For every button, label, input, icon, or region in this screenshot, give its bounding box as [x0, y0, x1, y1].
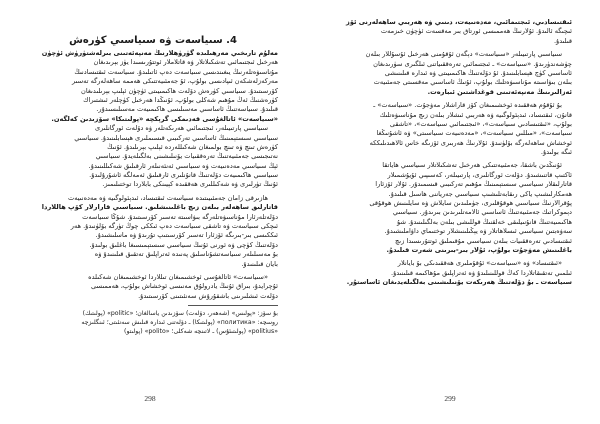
page-number-right: 299 — [444, 394, 456, 403]
text-line: ئۇنىڭدىن باشقا، جەمئىيەتتىكى ھەرخىل تەشكىلاتلار سىياسىي ھاياتقا — [382, 161, 562, 170]
text-line: «ئىقتىساد» ۋە «سىياسەت» ئۇقۇملىرى ھەققىدىكى بۇ بايانلار — [397, 259, 562, 268]
text-line: ئىككىسى بىر-بىرىگە ئۆزئارا تەسىر كۆرسىتىپ تۇرىدۇ ۋە ماسلىشىدۇ. — [95, 231, 278, 240]
text-line: ئاكتىپ قاتنىشىدۇ. دۆلەت ئورگانلىرى، پارتىيىلەر، كەسىپىي ئۇيۇشمىلار — [387, 170, 572, 179]
text-line: پۇقرالارنىڭ سىياسىي ھوقۇقلىرى، جۈملىدىن سايلاش ۋە سايلىنىش ھوقۇقى — [369, 199, 572, 208]
text-line: ھاكىمىيەتنىڭ قانۇنىيلىقى خەلقنىڭ قوللىشى بىلەن بەلگىلىنىدۇ. شۇ — [397, 217, 572, 226]
text-line: ئاساسىي كۈچ ھېسابلىنىدۇ. ئۇ دۆلەتنىڭ ھاكىمىيىتى ۋە ئىدارە قىلىنىشى — [384, 68, 572, 77]
text-line: كۈرەش تىنچ ۋە تىنچ بولمىغان شەكىللەردە ئېلىپ بېرىلىدۇ. ئۇنىڭ — [107, 142, 278, 151]
text-line: باغلىنىش مەۋجۇت بولۇپ، ئۇلار بىر-بىرىنى شەرت قىلىدۇ. — [386, 245, 572, 254]
text-line: نەتىجىسى جەمئىيەتنىڭ تەرەققىيات يۆنىلىشىنى بەلگىلەيدۇ. سىياسىي — [95, 152, 278, 161]
text-line: قىلىدۇ. سىياسەتنىڭ ئاساسىي مەسىلىسى ھاكىمىيەت مەسىلىسىدۇر. — [96, 105, 278, 114]
right-page — [300, 0, 600, 424]
text-line: قانۇن، ئىقتىساد، ئىدېئولوگىيە ۋە ھەربىي ئىشلار بىلەن زىچ مۇناسىۋەتلىك — [379, 110, 572, 119]
text-line: ئېڭ سىياسىي مەدەنىيەت ۋە سىياسىي ئەنئەنىلەر ئارقىلىق شەكىللىنىدۇ. — [88, 161, 278, 170]
text-line: ئەزالىرىنىڭ مەنپەئەتىنى قوغداشتىن ئىبارەت. — [427, 87, 572, 96]
text-line: كۆرسىتىدۇ. سىياسىي كۈرەش دۆلەت ھاكىمىيىتى ئۈچۈن ئېلىپ بېرىلىدىغان — [81, 86, 278, 95]
text-line: ئوخشاش ساھەلەرگە بۆلۈنىدۇ. ئۇلارنىڭ ھەربىرى ئۆزىگە خاس ئالاھىدىلىككە — [369, 138, 572, 147]
text-line: بولۇپ، «ئىقتىسادىي سىياسەت»، «ئىجتىمائىي سىياسەت»، «تاشقى — [389, 119, 572, 128]
footnote-line: «politius» (پولىتىئۇس) ـ لاتىنچە شەكلى؛ «polito» (پولىتو) — [124, 328, 278, 336]
text-line: مەركەزلەشكەن ئىپادىسى بولۇپ، ئۇ جەمئىيەتتىكى ھەممە ساھەلەرگە تەسىر — [71, 77, 278, 86]
text-line: ھازىرقى زامان جەمئىيىتىدە سىياسەت ئىقتىساد، ئىدېئولوگىيە ۋە مەدەنىيەت — [68, 193, 268, 202]
text-line: ھەمكارلىشىپ ياكى رىقابەتلىشىپ سىياسىي جەرياننى ھاسىل قىلىدۇ. — [388, 189, 572, 198]
left-text-column — [28, 34, 278, 336]
section-heading: 4. سىياسەت ۋە سىياسىي كۈرەش — [69, 35, 237, 46]
text-line: ئۇنىڭ تۈرلىرى ۋە شەكىللىرى ھەققىدە كېيىنكى بابلاردا توختىلىمىز. — [102, 180, 278, 189]
text-line: قاتارلىق ساھەلەر بىلەن زىچ باغلىنىشلىق. سىياسىي قارارلار كۆپ ھاللاردا — [41, 203, 278, 212]
text-line: قاتارلىقلار سىياسىي سىستېمىنىڭ مۇھىم تەركىبىي قىسمىدۇر. ئۇلار ئۆزئارا — [375, 180, 572, 189]
text-line: دۆلەت ئىشلىرىنى باشقۇرۇش سەنئىتىنى كۆرسىتىدۇ. — [138, 291, 278, 300]
text-line: ئىقتىسادىي، ئىجتىمائىي، مەدەنىيەت، دىنىي ۋە ھەربىي ساھەلەرنى ئۆز — [346, 18, 572, 26]
text-line: كۈرەشنىڭ ئەڭ مۇھىم شەكلى بولۇپ، ئۇنىڭدا ھەرخىل كۈچلەر ئىشتىراك — [83, 95, 278, 104]
page-number-left: 298 — [144, 394, 156, 403]
text-line: سىياسەت ـ بۇ دۆلەتنىڭ ھەرىكەت يۆنىلىشىنى بەلگىلەيدىغان ئاساستۇر. — [346, 278, 572, 287]
right-body — [322, 18, 572, 288]
right-text-column — [322, 18, 572, 288]
text-line: «سىياسەت» ئاتالغۇسى ئوخشىمىغان تىللاردا ئوخشىمىغان شەكىلدە — [88, 272, 268, 281]
text-line: سىياسەت»، «مىللىي سىياسەت»، «مەدەنىيەت سىياسىتى» ۋە ئاشۇنىڭغا — [376, 129, 572, 138]
text-line: سەۋەبتىن سىياسىي ئىسلاھاتلار ۋە يېڭىلىنىشلار توختىماي داۋاملىشىدۇ. — [384, 227, 572, 236]
text-line: ئىلمىي تەتقىقاتلاردا كەڭ قوللىنىلىدۇ ۋە ئەتراپلىق مۇھاكىمە قىلىنىدۇ. — [391, 268, 572, 277]
text-line: مەلۇم تارىخىي مەرھىلىدە گۈرۈھلارنىڭ مەنپەئەتىنى بىرلەشتۈرۈش ئۈچۈن — [41, 49, 278, 57]
text-line: چۈشەندۈرىدۇ. «سىياسەت» ـ ئىجتىمائىي تەرەققىياتنى ئىلگىرى سۈرىدىغان — [373, 59, 572, 68]
text-line: دۆلەتنىڭ كۈچى ۋە ئورنى ئۇنىڭ سىياسىي سىستېمىسىغا باغلىق بولىدۇ. — [89, 240, 278, 249]
text-line: بۇ ئۇقۇم ھەققىدە ئوخشىمىغان كۆز قاراشلار مەۋجۇت. «سىياسەت» ـ — [373, 101, 562, 110]
text-line: ئىقتىسادىي تەرەققىيات بىلەن سىياسىي مۇقىملىق ئوتتۇرىسىدا زىچ — [395, 236, 572, 245]
left-body — [28, 49, 278, 301]
text-line: بىلەن بىۋاسىتە مۇناسىۋەتلىك بولۇپ، ئۇنىڭ ئاساسىي مەقسىتى جەمئىيەت — [373, 78, 572, 87]
text-line: «سىياسەت» ئاتالغۇسى قەدىمكى گرېكچە «پولىتىكا» سۆزىدىن كەلگەن. — [51, 114, 278, 123]
text-line: دۆلەتلەرئارا مۇناسىۋەتلەرگە بىۋاسىتە تەسىر كۆرسىتىدۇ. شۇڭا سىياسەت — [82, 212, 278, 221]
text-line: قىلىدۇ. — [553, 36, 572, 45]
footnote-line: بۇ سۆز: «پولىس» (شەھەر، دۆلەت) سۆزىدىن ياسالغان؛ «politic» (پولىتىك) — [82, 310, 278, 318]
footnotes — [28, 309, 278, 336]
text-line: ئىگە بولىدۇ. — [540, 148, 572, 157]
text-line: بايان قىلىنىدۇ. — [241, 259, 278, 268]
text-line: بۇ مەسىلىلەر سىياسەتشۇناسلىق پەنىدە ئەتراپلىق تەتقىق قىلىنىدۇ ۋە — [94, 250, 278, 259]
text-line: ئىچىگە ئالىدۇ. ئۇلارنىڭ ھەممىسى ئورتاق بىر مەقسەت ئۈچۈن خىزمەت — [380, 27, 572, 36]
text-line: ھەرخىل ئىجتىمائىي تەشكىلاتلار ۋە قاتلاملار ئوتتۇرىسىدا يۈز بېرىدىغان — [93, 58, 278, 67]
footnote-line: روسچە: «политика» (پولىتىكا) ـ دۆلەتنى ئىدارە قىلىش سەنئىتى؛ ئىنگلىزچە — [81, 319, 278, 327]
text-line: ئىچكى سىياسەت ۋە تاشقى سىياسەت دەپ ئىككى چوڭ تۈرگە بۆلۈنىدۇ. ھەر — [70, 222, 278, 231]
text-line: سىياسىي سىستېمىنىڭ ئاساسىي تەركىبىي قىسىملىرى ھېسابلىنىدۇ. سىياسىي — [74, 133, 278, 142]
text-line: دېموكراتىك جەمئىيەتنىڭ ئاساسىي ئالامەتلىرىدىن بىرىدۇر. سىياسىي — [392, 208, 572, 217]
text-line: مۇناسىۋەتلەرنىڭ يىغىندىسى سىياسەت دەپ ئاتىلىدۇ. سىياسەت ئىقتىسادنىڭ — [74, 67, 278, 76]
text-line: ئۇچرايدۇ، بىراق ئۇنىڭ يادرولۇق مەنىسى ئوخشاش بولۇپ، ھەممىسى — [90, 282, 278, 291]
text-line: سىياسىي ھاكىمىيەت دۆلەتنىڭ قانۇنلىرى ئارقىلىق ئەمەلگە ئاشۇرۇلىدۇ. — [89, 171, 278, 180]
text-line: سىياسىي پارتىيىلەر، ئىجتىمائىي ھەرىكەتلەر ۋە دۆلەت ئورگانلىرى — [94, 124, 268, 133]
text-line: سىياسىي پارتىيىلەر «سىياسەت» دېگەن ئۇقۇمنى ھەرخىل ئۇسۇللار بىلەن — [365, 50, 562, 59]
footnote-divider — [188, 305, 278, 306]
